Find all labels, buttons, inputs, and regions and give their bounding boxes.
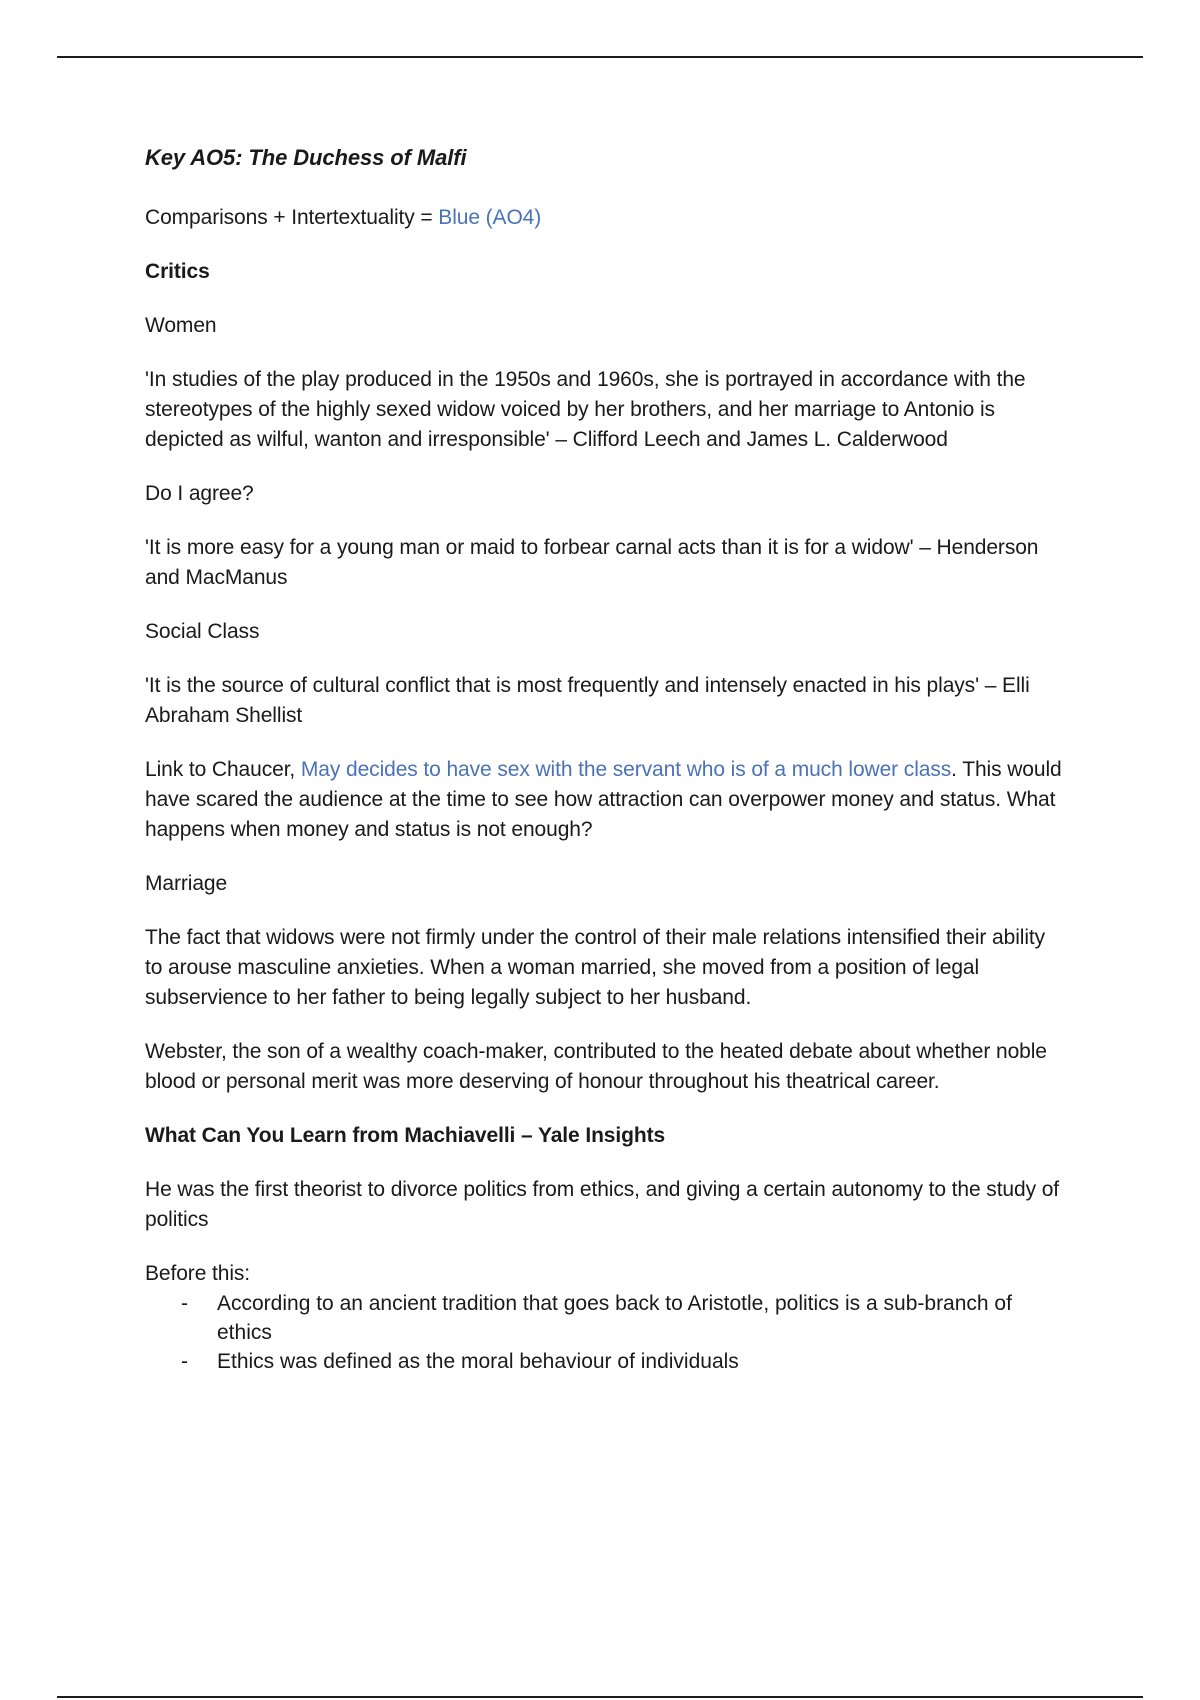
document-title: Key AO5: The Duchess of Malfi	[145, 145, 467, 170]
heading-women: Women	[145, 314, 217, 337]
chaucer-link-paragraph	[145, 755, 1065, 845]
header-rule	[57, 56, 1143, 58]
agree-question: Do I agree?	[145, 482, 254, 505]
chaucer-comparison-text: May decides to have sex with the servant who is of a much lower class	[300, 758, 952, 781]
bullet-dash: -	[181, 1350, 188, 1373]
legend-text: Comparisons + Intertextuality =	[145, 206, 439, 229]
colour-legend	[145, 203, 1065, 233]
document-body	[145, 143, 1065, 1376]
bullet-dash: -	[181, 1292, 188, 1315]
bullet-text: Ethics was defined as the moral behaviour of individuals	[217, 1350, 739, 1373]
heading-critics: Critics	[145, 260, 210, 283]
widows-paragraph: The fact that widows were not firmly under the control of their male relations intensified their ability to arouse masculine anxieties. When a woman married, she moved from a position of legal subservience to her father to being legally subject to her husband.	[145, 926, 1046, 1009]
heading-machiavelli: What Can You Learn from Machiavelli – Yale Insights	[145, 1124, 666, 1147]
widow-critic-quote: 'It is more easy for a young man or maid to forbear carnal acts than it is for a widow' – Henderson and MacManus	[145, 536, 1039, 589]
heading-social-class: Social Class	[145, 620, 260, 643]
bullet-item	[145, 1347, 1065, 1376]
class-critic-quote: 'It is the source of cultural conflict that is most frequently and intensely enacted in his plays' – Elli Abraham Shellist	[145, 674, 1030, 727]
webster-paragraph: Webster, the son of a wealthy coach-maker, contributed to the heated debate about whether noble blood or personal merit was more deserving of honour throughout his theatrical career.	[145, 1040, 1047, 1093]
bullet-list	[145, 1289, 1065, 1376]
footer-rule	[57, 1696, 1143, 1698]
theorist-paragraph: He was the first theorist to divorce politics from ethics, and giving a certain autonomy to the study of politics	[145, 1178, 1060, 1231]
before-this-label: Before this:	[145, 1262, 251, 1285]
chaucer-text-start: Link to Chaucer,	[145, 758, 301, 781]
women-critic-quote: 'In studies of the play produced in the 1950s and 1960s, she is portrayed in accordance with the stereotypes of the highly sexed widow voiced by her brothers, and her marriage to Antonio is depicted as wilful, wanton and irresponsible' – Clifford Leech and James L. Calderwood	[145, 368, 1026, 451]
legend-blue-text: Blue (AO4)	[438, 206, 542, 229]
heading-marriage: Marriage	[145, 872, 228, 895]
bullet-item	[145, 1289, 1065, 1347]
chaucer-text-end: . This would have scared the audience at the time to see how attraction can overpower money and status. What happens when money and status is not enough?	[145, 758, 1062, 841]
bullet-text: According to an ancient tradition that goes back to Aristotle, politics is a sub-branch of ethics	[217, 1292, 1012, 1344]
